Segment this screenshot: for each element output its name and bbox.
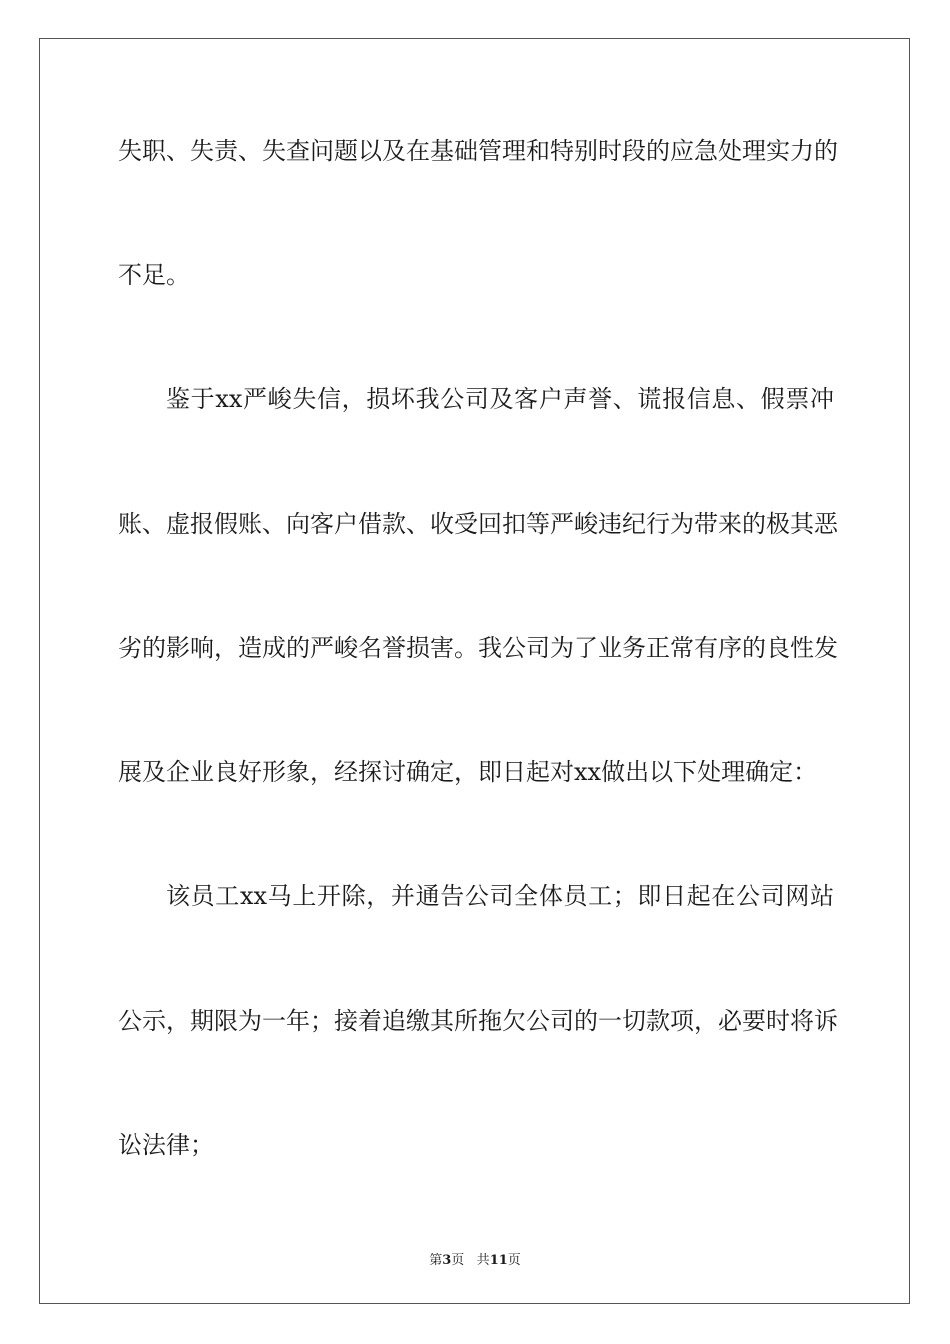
text-line: 不足。 [118,261,190,289]
total-suffix: 页 [507,1253,521,1268]
page-prefix: 第 [429,1253,443,1268]
text-line: 讼法律； [118,1131,214,1159]
text-line: 劣的影响，造成的严峻名誉损害。我公司为了业务正常有序的良性发 [118,634,838,662]
page-footer [0,1249,950,1268]
text-line: 鉴于xx严峻失信，损坏我公司及客户声誉、谎报信息、假票冲 [166,385,834,413]
total-prefix: 共 [476,1253,490,1268]
total-page-count: 11 [489,1253,508,1268]
page-suffix: 页 [451,1253,465,1268]
text-line: 公示，期限为一年；接着追缴其所拖欠公司的一切款项，必要时将诉 [118,1007,838,1035]
text-line: 该员工xx马上开除，并通告公司全体员工；即日起在公司网站 [166,882,834,910]
current-page-number: 3 [442,1253,452,1268]
page-border [39,38,910,1304]
text-line: 展及企业良好形象，经探讨确定，即日起对xx做出以下处理确定： [118,758,818,786]
text-line: 失职、失责、失查问题以及在基础管理和特别时段的应急处理实力的 [118,137,838,165]
text-line: 账、虚报假账、向客户借款、收受回扣等严峻违纪行为带来的极其恶 [118,510,838,538]
